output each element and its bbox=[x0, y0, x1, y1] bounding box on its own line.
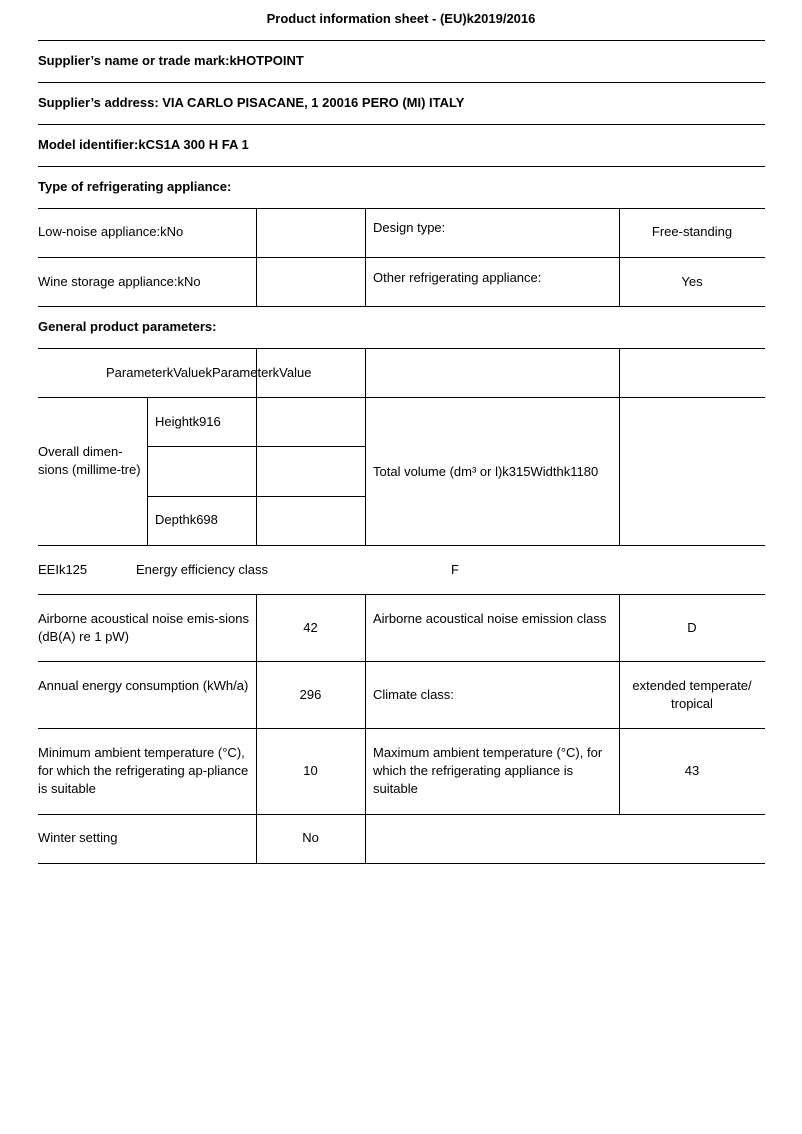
total-volume: Total volume (dm³ or l)k315Widthk1180 bbox=[373, 464, 599, 479]
rule bbox=[38, 306, 765, 307]
climate-class-label: Climate class: bbox=[373, 687, 454, 702]
other-appliance-value: Yes bbox=[681, 274, 703, 289]
overall-dimensions-label: Overall dimen-sions (millime-tre) bbox=[38, 444, 141, 477]
noise-emission-value: 42 bbox=[303, 620, 318, 635]
rule bbox=[38, 661, 765, 662]
min-temp-label: Minimum ambient temperature (°C), for which the refrigerating ap-pliance is suitable bbox=[38, 745, 249, 796]
height-value: Heightk916 bbox=[155, 414, 221, 429]
rule bbox=[38, 124, 765, 125]
general-heading: General product parameters: bbox=[38, 319, 217, 334]
energy-class-value: F bbox=[451, 562, 459, 577]
col-divider bbox=[365, 208, 366, 306]
energy-class-label: Energy efficiency class bbox=[136, 562, 268, 577]
climate-class-value: extended temperate/ tropical bbox=[632, 678, 752, 711]
max-temp-label: Maximum ambient temperature (°C), for which the refrigerating appliance is suitable bbox=[373, 745, 603, 796]
rule bbox=[38, 814, 765, 815]
rule bbox=[38, 545, 765, 546]
rule bbox=[38, 594, 765, 595]
depth-value: Depthk698 bbox=[155, 512, 218, 527]
rule bbox=[38, 348, 765, 349]
col-divider bbox=[147, 397, 148, 545]
col-divider bbox=[619, 348, 620, 545]
col-divider bbox=[365, 594, 366, 863]
design-type-label: Design type: bbox=[373, 220, 446, 235]
supplier-name: Supplier’s name or trade mark:kHOTPOINT bbox=[38, 53, 304, 68]
annual-energy-value: 296 bbox=[299, 687, 322, 702]
model-identifier: Model identifier:kCS1A 300 H FA 1 bbox=[38, 137, 249, 152]
wine-storage-appliance: Wine storage appliance:kNo bbox=[38, 274, 201, 289]
other-appliance-label: Other refrigerating appliance: bbox=[373, 270, 542, 285]
noise-emission-label: Airborne acoustical noise emis-sions (dB(A) re 1 pW) bbox=[38, 611, 249, 644]
annual-energy-label: Annual energy consumption (kWh/a) bbox=[38, 678, 249, 693]
rule bbox=[38, 82, 765, 83]
supplier-address: Supplier’s address: VIA CARLO PISACANE, 1 20016 PERO (MI) ITALY bbox=[38, 95, 465, 110]
low-noise-appliance: Low-noise appliance:kNo bbox=[38, 224, 184, 239]
eei-value: EEIk125 bbox=[38, 562, 88, 577]
col-divider bbox=[256, 208, 257, 306]
sheet-title: Product information sheet - (EU)k2019/2016 bbox=[266, 11, 536, 26]
max-temp-value: 43 bbox=[684, 763, 700, 778]
rule bbox=[38, 728, 765, 729]
rule bbox=[38, 40, 765, 41]
rule bbox=[38, 257, 765, 258]
winter-setting-label: Winter setting bbox=[38, 830, 118, 845]
col-divider bbox=[365, 348, 366, 545]
min-temp-value: 10 bbox=[303, 763, 318, 778]
rule bbox=[38, 166, 765, 167]
rule bbox=[38, 863, 765, 864]
design-type-value: Free-standing bbox=[651, 224, 733, 239]
noise-class-value: D bbox=[687, 620, 697, 635]
params-header: ParameterkValuekParameterkValue bbox=[106, 365, 312, 380]
winter-setting-value: No bbox=[302, 830, 319, 845]
type-heading: Type of refrigerating appliance: bbox=[38, 179, 232, 194]
rule bbox=[38, 208, 765, 209]
noise-class-label: Airborne acoustical noise emission class bbox=[373, 611, 607, 626]
